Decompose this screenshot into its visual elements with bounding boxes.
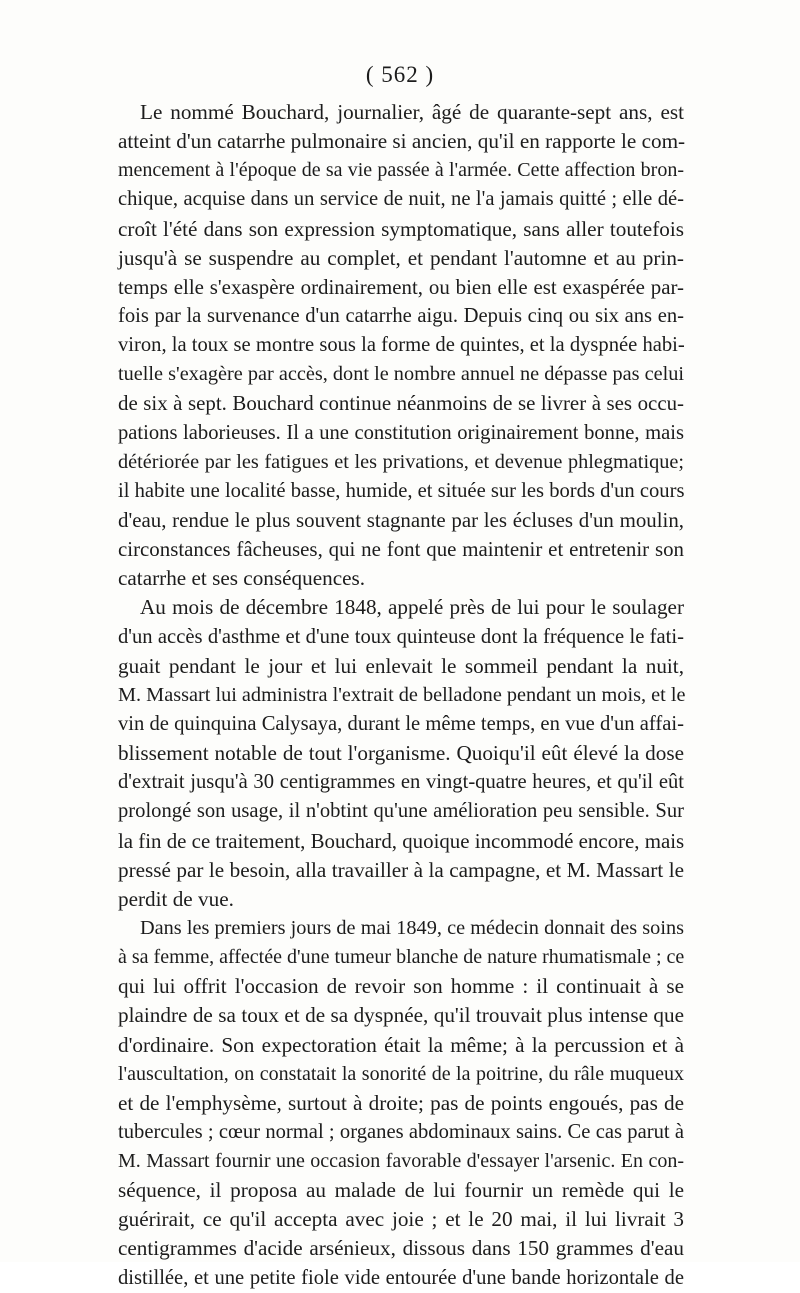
- text-line: d'extrait jusqu'à 30 centigrammes en vingt-quatre heures, et qu'il eût: [118, 771, 684, 794]
- text-line: chique, acquise dans un service de nuit, ne l'a jamais quitté ; elle dé-: [118, 188, 684, 211]
- text-line: atteint d'un catarrhe pulmonaire si ancien, qu'il en rapporte le com-: [118, 129, 686, 154]
- text-line: de six à sept. Bouchard continue néanmoins de se livrer à ses occu-: [118, 391, 684, 416]
- text-line: détériorée par les fatigues et les privations, et devenue phlegmatique;: [118, 450, 684, 473]
- text-line: à sa femme, affectée d'une tumeur blanche de nature rhumatismale ; ce: [118, 946, 685, 969]
- text-line: Dans les premiers jours de mai 1849, ce médecin donnait des soins: [140, 916, 684, 939]
- text-line: M. Massart lui administra l'extrait de belladone pendant un mois, et le: [118, 683, 686, 706]
- text-line: et de l'emphysème, surtout à droite; pas de points engoués, pas de: [118, 1090, 684, 1115]
- page-number: ( 562 ): [365, 62, 435, 87]
- text-line: pations laborieuses. Il a une constitution originairement bonne, mais: [118, 421, 684, 444]
- text-line: pressé par le besoin, alla travailler à la campagne, et M. Massart le: [118, 857, 684, 882]
- text-line: perdit de vue.: [118, 886, 234, 911]
- text-line: mencement à l'époque de sa vie passée à l'armée. Cette affection bron-: [118, 159, 684, 182]
- text-line: blissement notable de tout l'organisme. Quoiqu'il eût élevé la dose: [118, 741, 684, 766]
- text-line: Au mois de décembre 1848, appelé près de lui pour le soulager: [140, 595, 684, 620]
- text-line: viron, la toux se montre sous la forme de quintes, et la dyspnée habi-: [118, 334, 685, 357]
- text-line: fois par la survenance d'un catarrhe aigu. Depuis cinq ou six ans en-: [118, 304, 684, 327]
- text-line: centigrammes d'acide arsénieux, dissous dans 150 grammes d'eau: [118, 1236, 684, 1261]
- text-line: tuelle s'exagère par accès, dont le nombre annuel ne dépasse pas celui: [118, 363, 684, 386]
- text-line: d'ordinaire. Son expectoration était la même; à la percussion et à: [118, 1032, 684, 1057]
- paragraph-may-1849: [118, 914, 684, 1293]
- text-line: Le nommé Bouchard, journalier, âgé de quarante-sept ans, est: [140, 100, 684, 124]
- text-line: catarrhe et ses conséquences.: [118, 566, 366, 591]
- text-line: plaindre de sa toux et de sa dyspnée, qu'il trouvait plus intense que: [118, 1003, 684, 1028]
- text-line: d'eau, rendue le plus souvent stagnante par les écluses d'un moulin,: [118, 507, 684, 532]
- text-line: la fin de ce traitement, Bouchard, quoique incommodé encore, mais: [118, 828, 685, 853]
- text-line: temps elle s'exaspère ordinairement, ou bien elle est exaspérée par-: [118, 274, 684, 299]
- text-line: il habite une localité basse, humide, et située sur les bords d'un cours: [118, 479, 685, 502]
- text-line: circonstances fâcheuses, qui ne font que maintenir et entretenir son: [118, 537, 684, 562]
- text-line: jusqu'à se suspendre au complet, et pendant l'automne et au prin-: [118, 245, 684, 270]
- text-line: vin de quinquina Calysaya, durant le même temps, en vue d'un affai-: [118, 712, 684, 735]
- text-line: guérirait, ce qu'il accepta avec joie ; et le 20 mai, il lui livrait 3: [118, 1207, 684, 1232]
- text-line: qui lui offrit l'occasion de revoir son homme : il continuait à se: [118, 974, 684, 999]
- text-line: d'un accès d'asthme et d'une toux quinteuse dont la fréquence le fati-: [118, 625, 684, 648]
- text-line: croît l'été dans son expression symptomatique, sans aller toutefois: [118, 216, 684, 241]
- text-line: l'auscultation, on constatait la sonorité de la poitrine, du râle muqueux: [118, 1062, 684, 1085]
- paragraph-december-1848: [118, 593, 684, 914]
- paragraph-bouchard-history: [118, 98, 684, 593]
- body-text: [118, 98, 684, 1293]
- text-line: séquence, il proposa au malade de lui fournir un remède qui le: [118, 1178, 684, 1203]
- text-line: prolongé son usage, il n'obtint qu'une amélioration peu sensible. Sur: [118, 800, 684, 823]
- text-line: M. Massart fournir une occasion favorable d'essayer l'arsenic. En con-: [118, 1150, 684, 1173]
- text-line: distillée, et une petite fiole vide entourée d'une bande horizontale de: [118, 1266, 684, 1289]
- text-line: guait pendant le jour et lui enlevait le sommeil pendant la nuit,: [118, 653, 684, 678]
- text-line: tubercules ; cœur normal ; organes abdominaux sains. Ce cas parut à: [118, 1120, 684, 1143]
